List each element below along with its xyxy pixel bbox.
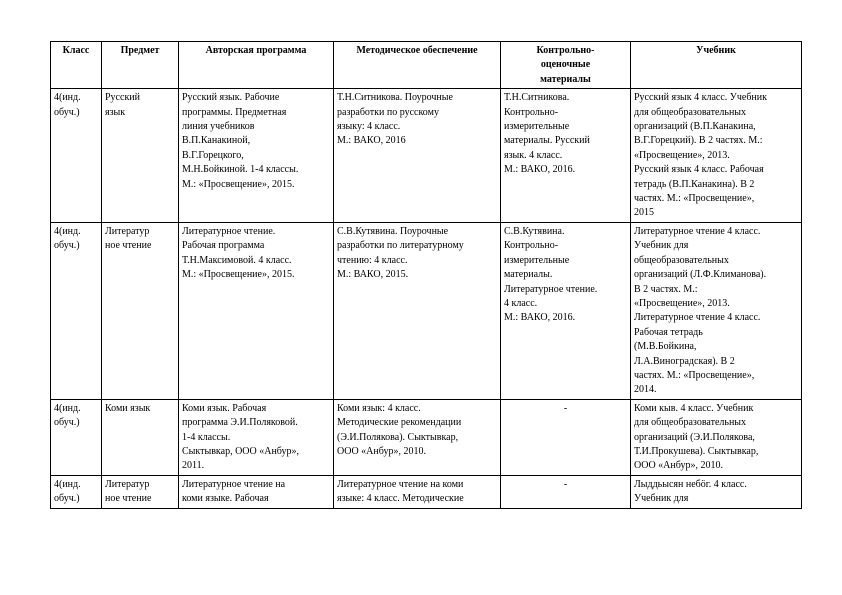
cell-textbook [631, 399, 802, 475]
cell-line: М.: ВАКО, 2016. [504, 164, 576, 176]
cell-line: разработки по литературному [337, 240, 464, 252]
cell-line: Литературное чтение 4 класс. [634, 225, 761, 237]
cell-methods [334, 222, 501, 399]
cell-line: ООО «Анбур», 2010. [337, 445, 426, 457]
cell-line: 4(инд. [54, 225, 81, 237]
cell-line: - [563, 478, 568, 490]
cell-line: ное чтение [105, 493, 152, 505]
cell-program [179, 475, 334, 508]
cell-line: измерительные [504, 121, 570, 133]
cell-grade [51, 222, 102, 399]
cell-line: ООО «Анбур», 2010. [634, 460, 723, 472]
cell-line: материалы. Русский [504, 135, 590, 147]
cell-line: М.: ВАКО, 2016 [337, 135, 406, 147]
cell-line: - [563, 402, 568, 414]
cell-line: В.П.Канакиной, [182, 135, 251, 147]
cell-subject [102, 89, 179, 223]
cell-line: языке: 4 класс. Методические [337, 493, 464, 505]
header-textbook: Учебник [631, 42, 802, 89]
cell-line: 4(инд. [54, 402, 81, 414]
header-control [501, 42, 631, 89]
cell-textbook [631, 475, 802, 508]
cell-textbook [631, 89, 802, 223]
cell-line: обуч.) [54, 106, 80, 118]
cell-line: Литературное чтение на [182, 478, 286, 490]
header-methods: Методическое обеспечение [334, 42, 501, 89]
cell-line: Литератур [105, 225, 150, 237]
cell-line: 4 класс. [504, 297, 538, 309]
cell-line: общеобразовательных [634, 254, 729, 266]
cell-grade [51, 89, 102, 223]
table-body [51, 89, 802, 508]
cell-subject [102, 222, 179, 399]
cell-line: для общеобразовательных [634, 417, 747, 429]
cell-control [501, 222, 631, 399]
cell-line: Литературное чтение. [182, 225, 276, 237]
cell-line: оценочные [540, 59, 591, 71]
cell-control [501, 475, 631, 508]
cell-line: Учебник для [634, 240, 689, 252]
cell-line: Контрольно- [504, 106, 559, 118]
cell-line: организаций (Э.И.Полякова, [634, 431, 755, 443]
cell-methods [334, 475, 501, 508]
cell-line: язык [105, 106, 126, 118]
cell-line: измерительные [504, 254, 570, 266]
cell-line: обуч.) [54, 417, 80, 429]
cell-line: Т.И.Прокушева). Сыктывкар, [634, 445, 759, 457]
cell-line: Русский язык 4 класс. Учебник [634, 92, 767, 104]
cell-grade [51, 399, 102, 475]
cell-line: чтению: 4 класс. [337, 254, 408, 266]
cell-program [179, 222, 334, 399]
cell-line: обуч.) [54, 493, 80, 505]
cell-line: Методические рекомендации [337, 417, 462, 429]
table-row [51, 399, 802, 475]
header-grade: Класс [51, 42, 102, 89]
cell-line: Рабочая тетрадь [634, 326, 703, 338]
cell-line: М.Н.Бойкиной. 1-4 классы. [182, 164, 299, 176]
cell-line: 4(инд. [54, 478, 81, 490]
table-row [51, 222, 802, 399]
cell-line: тетрадь (В.П.Канакина). В 2 [634, 178, 755, 190]
cell-line: Русский язык. Рабочие [182, 92, 280, 104]
cell-line: коми языке. Рабочая [182, 493, 269, 505]
cell-line: Рабочая программа [182, 240, 265, 252]
cell-line: Коми кыв. 4 класс. Учебник [634, 402, 754, 414]
cell-line: Литературное чтение 4 класс. [634, 312, 761, 324]
cell-line: «Просвещение», 2013. [634, 297, 730, 309]
cell-line: Литературное чтение. [504, 283, 598, 295]
cell-line: программа Э.И.Поляковой. [182, 417, 298, 429]
cell-line: язык. 4 класс. [504, 149, 563, 161]
header-program: Авторская программа [179, 42, 334, 89]
cell-line: Л.А.Виноградская). В 2 [634, 355, 735, 367]
cell-line: М.: ВАКО, 2015. [337, 269, 409, 281]
cell-line: Русский [105, 92, 140, 104]
cell-line: материалы. [504, 269, 553, 281]
curriculum-table [50, 41, 802, 509]
cell-subject [102, 475, 179, 508]
cell-line: Коми язык. Рабочая [182, 402, 267, 414]
cell-subject [102, 399, 179, 475]
cell-line: языку: 4 класс. [337, 121, 401, 133]
table-row [51, 89, 802, 223]
cell-line: организаций (Л.Ф.Климанова). [634, 269, 767, 281]
cell-line: частях. М.: «Просвещение», [634, 193, 755, 205]
cell-line: частях. М.: «Просвещение», [634, 369, 755, 381]
cell-line: Коми язык: 4 класс. [337, 402, 421, 414]
cell-control [501, 89, 631, 223]
cell-line: Контрольно- [504, 240, 559, 252]
cell-line: организаций (В.П.Канакина, [634, 121, 756, 133]
cell-line: «Просвещение», 2013. [634, 149, 730, 161]
cell-line: Учебник для [634, 493, 689, 505]
cell-line: программы. Предметная [182, 106, 287, 118]
cell-methods [334, 399, 501, 475]
cell-line: для общеобразовательных [634, 106, 747, 118]
cell-line: М.: «Просвещение», 2015. [182, 269, 295, 281]
cell-program [179, 399, 334, 475]
cell-line: М.: ВАКО, 2016. [504, 312, 576, 324]
table-row [51, 475, 802, 508]
cell-line: 2015 [634, 207, 654, 219]
cell-line: Лыддьысян небӧг. 4 класс. [634, 478, 747, 490]
table-header-row [51, 42, 802, 89]
cell-line: разработки по русскому [337, 106, 439, 118]
cell-line: 4(инд. [54, 92, 81, 104]
cell-line: Коми язык [105, 402, 151, 414]
cell-control [501, 399, 631, 475]
cell-line: Т.Н.Ситникова. [504, 92, 570, 104]
cell-methods [334, 89, 501, 223]
cell-line: линия учебников [182, 121, 255, 133]
cell-line: Контрольно- [536, 45, 595, 56]
cell-grade [51, 475, 102, 508]
cell-line: Т.Н.Ситникова. Поурочные [337, 92, 453, 104]
cell-line: 2011. [182, 460, 205, 472]
cell-line: 1-4 классы. [182, 431, 231, 443]
cell-line: В.Г.Горецкий). В 2 частях. М.: [634, 135, 763, 147]
cell-textbook [631, 222, 802, 399]
cell-line: М.: «Просвещение», 2015. [182, 178, 295, 190]
cell-line: материалы [540, 73, 591, 85]
cell-line: 2014. [634, 384, 657, 396]
cell-line: В 2 частях. М.: [634, 283, 698, 295]
cell-line: Литературное чтение на коми [337, 478, 464, 490]
cell-line: Литератур [105, 478, 150, 490]
cell-program [179, 89, 334, 223]
cell-line: С.В.Кутявина. Поурочные [337, 225, 449, 237]
cell-line: (М.В.Бойкина, [634, 341, 697, 353]
cell-line: (Э.И.Полякова). Сыктывкар, [337, 431, 459, 443]
cell-line: обуч.) [54, 240, 80, 252]
cell-line: В.Г.Горецкого, [182, 149, 244, 161]
cell-line: Русский язык 4 класс. Рабочая [634, 164, 764, 176]
cell-line: ное чтение [105, 240, 152, 252]
cell-line: Т.Н.Максимовой. 4 класс. [182, 254, 292, 266]
header-subject: Предмет [102, 42, 179, 89]
cell-line: Сыктывкар, ООО «Анбур», [182, 445, 300, 457]
cell-line: С.В.Кутявина. [504, 225, 565, 237]
